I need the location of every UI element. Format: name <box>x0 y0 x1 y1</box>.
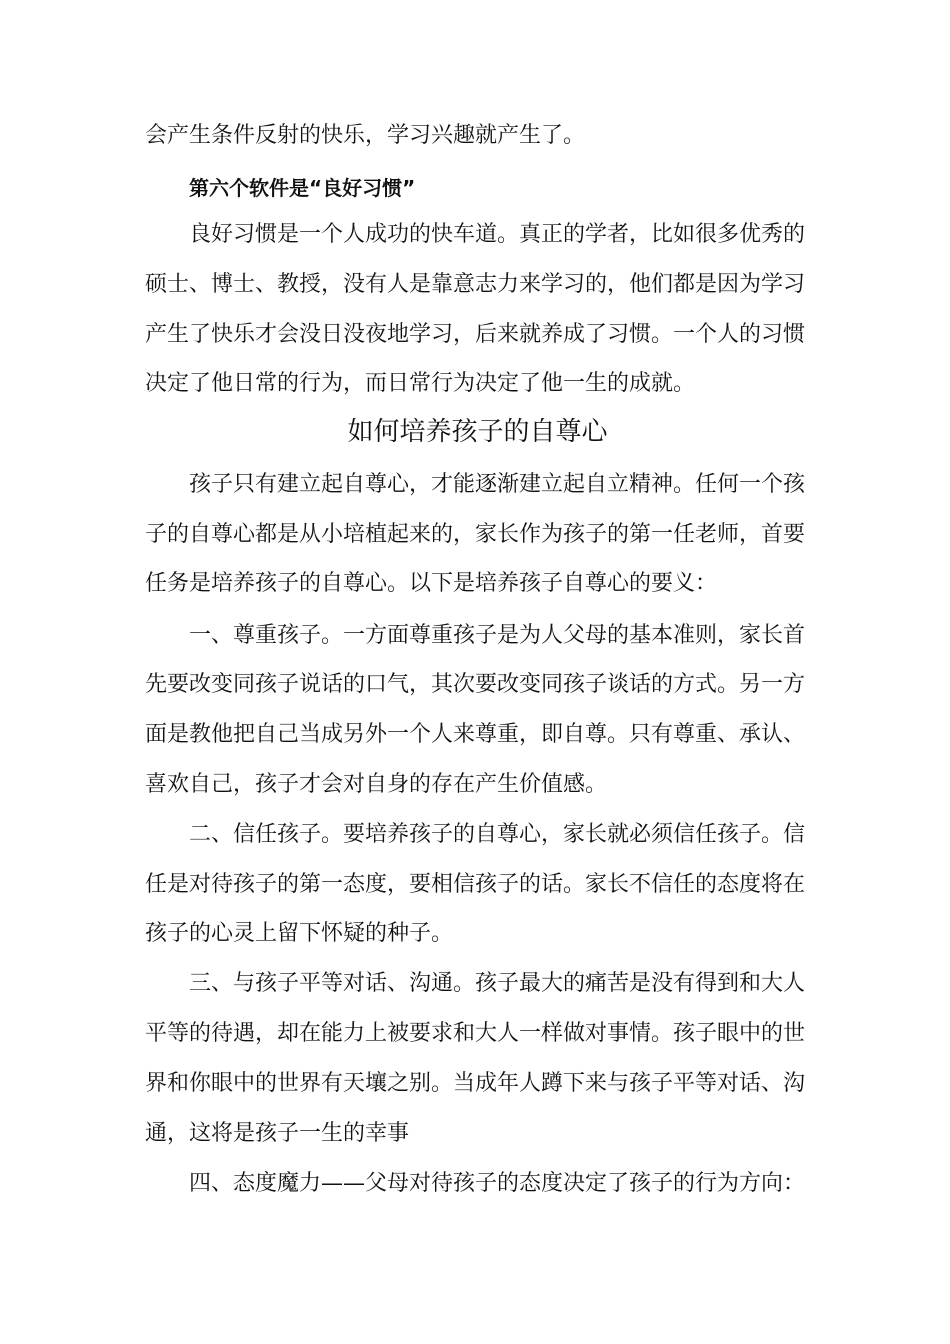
paragraph-line: 任是对待孩子的第一态度，要相信孩子的话。家长不信任的态度将在 <box>145 872 806 897</box>
paragraph-line: 孩子只有建立起自尊心，才能逐渐建立起自立精神。任何一个孩 <box>189 472 806 497</box>
paragraph-line: 四、态度魔力——父母对待孩子的态度决定了孩子的行为方向： <box>189 1171 806 1196</box>
paragraph-line: 平等的待遇，却在能力上被要求和大人一样做对事情。孩子眼中的世 <box>145 1021 806 1046</box>
paragraph-line: 一、尊重孩子。一方面尊重孩子是为人父母的基本准则，家长首 <box>189 623 806 648</box>
paragraph-line: 二、信任孩子。要培养孩子的自尊心，家长就必须信任孩子。信 <box>189 822 806 847</box>
paragraph-line: 先要改变同孩子说话的口气，其次要改变同孩子谈话的方式。另一方 <box>145 672 806 697</box>
paragraph-line: 面是教他把自己当成另外一个人来尊重，即自尊。只有尊重、承认、 <box>145 722 806 747</box>
paragraph-line: 界和你眼中的世界有天壤之别。当成年人蹲下来与孩子平等对话、沟 <box>145 1071 806 1096</box>
paragraph-line: 任务是培养孩子的自尊心。以下是培养孩子自尊心的要义： <box>145 571 718 596</box>
paragraph-line: 通，这将是孩子一生的幸事 <box>145 1121 410 1146</box>
paragraph-line: 产生了快乐才会没日没夜地学习，后来就养成了习惯。一个人的习惯 <box>145 322 806 347</box>
article-title: 如何培养孩子的自尊心 <box>347 417 608 447</box>
paragraph-line: 良好习惯是一个人成功的快车道。真正的学者，比如很多优秀的 <box>189 222 806 247</box>
paragraph-line: 决定了他日常的行为，而日常行为决定了他一生的成就。 <box>145 371 696 396</box>
paragraph-line: 子的自尊心都是从小培植起来的，家长作为孩子的第一任老师，首要 <box>145 522 806 547</box>
paragraph-line: 硕士、博士、教授，没有人是靠意志力来学习的，他们都是因为学习 <box>145 272 806 297</box>
paragraph-line: 喜欢自己，孩子才会对自身的存在产生价值感。 <box>145 772 608 797</box>
section-heading: 第六个软件是“良好习惯” <box>189 176 416 200</box>
paragraph-line: 三、与孩子平等对话、沟通。孩子最大的痛苦是没有得到和大人 <box>189 971 806 996</box>
paragraph-line: 会产生条件反射的快乐，学习兴趣就产生了。 <box>145 123 586 148</box>
paragraph-line: 孩子的心灵上留下怀疑的种子。 <box>145 921 454 946</box>
